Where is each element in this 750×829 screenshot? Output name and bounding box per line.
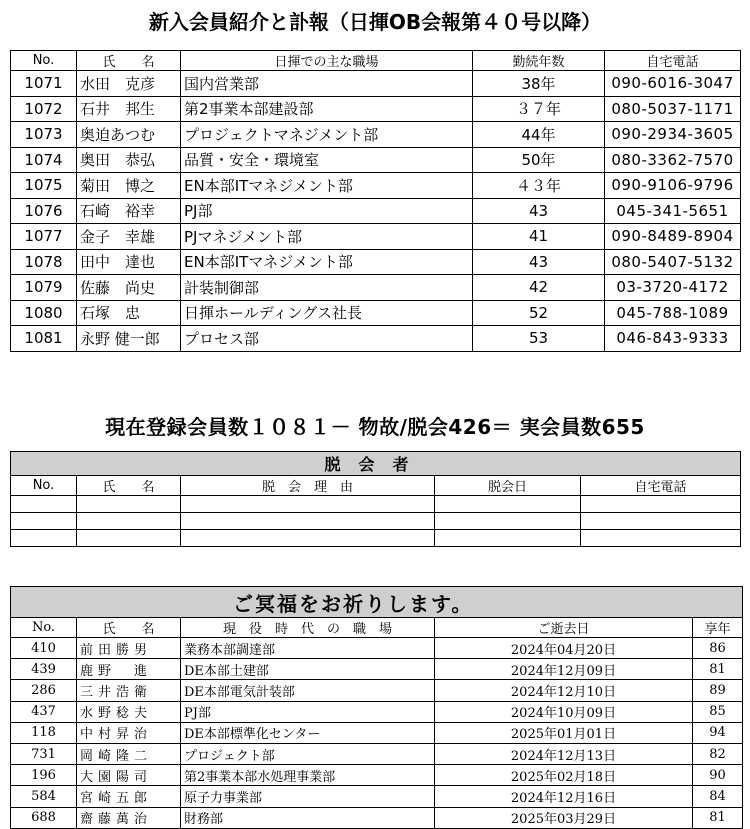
member-years: ３７年 <box>473 96 605 122</box>
table-row <box>11 198 741 224</box>
header-tel: 自宅電話 <box>581 476 741 496</box>
header-date: 脱会日 <box>435 476 581 496</box>
member-tel: 090-6016-3047 <box>605 71 741 97</box>
member-workplace: 計装制御部 <box>181 275 473 301</box>
table-row <box>11 496 741 513</box>
member-years: 50年 <box>473 147 605 173</box>
header-reason: 脱 会 理 由 <box>181 476 435 496</box>
member-workplace: 品質・安全・環境室 <box>181 147 473 173</box>
member-name: 奥迫あつむ <box>77 122 181 148</box>
deceased-no: 439 <box>11 659 77 680</box>
deceased-name: 前田勝男 <box>77 638 181 659</box>
member-workplace: EN本部ITマネジメント部 <box>181 173 473 199</box>
deceased-age: 89 <box>693 680 743 701</box>
new-members-title: 新入会員紹介と訃報（日揮OB会報第４０号以降） <box>148 10 602 34</box>
table-row <box>11 224 741 250</box>
deceased-age: 85 <box>693 701 743 722</box>
member-tel: 045-341-5651 <box>605 198 741 224</box>
member-years: 42 <box>473 275 605 301</box>
member-name: 佐藤 尚史 <box>77 275 181 301</box>
deceased-name: 鹿野 進 <box>77 659 181 680</box>
member-years: ４３年 <box>473 173 605 199</box>
table-header-row <box>11 618 743 638</box>
table-header-row <box>11 476 741 496</box>
table-row <box>11 147 741 173</box>
member-no: 1076 <box>11 198 77 224</box>
table-row <box>11 249 741 275</box>
header-name: 氏 名 <box>77 476 181 496</box>
deceased-date: 2024年12月09日 <box>435 659 693 680</box>
member-tel: 090-2934-3605 <box>605 122 741 148</box>
deceased-name: 岡崎隆二 <box>77 743 181 764</box>
member-workplace: PJマネジメント部 <box>181 224 473 250</box>
deceased-date: 2024年10月09日 <box>435 701 693 722</box>
header-workplace: 現 役 時 代 の 職 場 <box>181 618 435 638</box>
table-row <box>11 786 743 807</box>
member-years: 41 <box>473 224 605 250</box>
deceased-workplace: 業務本部調達部 <box>181 638 435 659</box>
table-row <box>11 743 743 764</box>
table-header-row <box>11 51 741 71</box>
header-no: No. <box>11 618 77 638</box>
withdrawn-title-bar: 脱会者 <box>11 452 741 476</box>
header-workplace: 日揮での主な職場 <box>181 51 473 71</box>
member-no: 1074 <box>11 147 77 173</box>
deceased-date: 2024年04月20日 <box>435 638 693 659</box>
deceased-no: 118 <box>11 722 77 743</box>
deceased-no: 688 <box>11 807 77 828</box>
deceased-name: 三井浩衛 <box>77 680 181 701</box>
member-workplace: 国内営業部 <box>181 71 473 97</box>
deceased-name: 齋藤萬治 <box>77 807 181 828</box>
deceased-age: 94 <box>693 722 743 743</box>
new-members-table <box>10 50 741 352</box>
member-no: 1073 <box>11 122 77 148</box>
deceased-age: 86 <box>693 638 743 659</box>
deceased-workplace: プロジェクト部 <box>181 743 435 764</box>
header-name: 氏 名 <box>77 51 181 71</box>
deceased-age: 90 <box>693 765 743 786</box>
member-no: 1079 <box>11 275 77 301</box>
condolence-table <box>10 586 743 829</box>
deceased-no: 584 <box>11 786 77 807</box>
deceased-date: 2025年03月29日 <box>435 807 693 828</box>
member-name: 石崎 裕幸 <box>77 198 181 224</box>
header-tel: 自宅電話 <box>605 51 741 71</box>
member-workplace: プロセス部 <box>181 326 473 352</box>
member-years: 52 <box>473 300 605 326</box>
member-name: 石塚 忠 <box>77 300 181 326</box>
table-row <box>11 275 741 301</box>
deceased-workplace: DE本部土建部 <box>181 659 435 680</box>
member-workplace: EN本部ITマネジメント部 <box>181 249 473 275</box>
deceased-name: 中村昇治 <box>77 722 181 743</box>
withdrawn-table <box>10 451 741 547</box>
member-workplace: 第2事業本部建設部 <box>181 96 473 122</box>
table-row <box>11 807 743 828</box>
member-years: 43 <box>473 198 605 224</box>
table-row <box>11 71 741 97</box>
member-years: 53 <box>473 326 605 352</box>
deceased-date: 2025年01月01日 <box>435 722 693 743</box>
deceased-date: 2024年12月10日 <box>435 680 693 701</box>
member-name: 水田 克彦 <box>77 71 181 97</box>
deceased-workplace: PJ部 <box>181 701 435 722</box>
table-row <box>11 638 743 659</box>
header-no: No. <box>11 476 77 496</box>
member-no: 1072 <box>11 96 77 122</box>
table-row <box>11 659 743 680</box>
member-no: 1075 <box>11 173 77 199</box>
deceased-workplace: 第2事業本部水処理事業部 <box>181 765 435 786</box>
deceased-workplace: 原子力事業部 <box>181 786 435 807</box>
header-date: ご逝去日 <box>435 618 693 638</box>
deceased-no: 731 <box>11 743 77 764</box>
member-years: 38年 <box>473 71 605 97</box>
deceased-no: 410 <box>11 638 77 659</box>
table-row <box>11 173 741 199</box>
member-workplace: プロジェクトマネジメント部 <box>181 122 473 148</box>
deceased-age: 81 <box>693 659 743 680</box>
table-row <box>11 701 743 722</box>
deceased-age: 82 <box>693 743 743 764</box>
deceased-workplace: DE本部標準化センター <box>181 722 435 743</box>
member-count-line: 現在登録会員数１０８１－ 物故/脱会426＝ 実会員数655 <box>105 415 645 439</box>
member-no: 1071 <box>11 71 77 97</box>
header-age: 享年 <box>693 618 743 638</box>
deceased-no: 196 <box>11 765 77 786</box>
condolence-title-bar: ご冥福をお祈りします。 <box>11 587 743 618</box>
member-tel: 090-8489-8904 <box>605 224 741 250</box>
member-tel: 046-843-9333 <box>605 326 741 352</box>
table-row <box>11 680 743 701</box>
member-no: 1077 <box>11 224 77 250</box>
header-name: 氏 名 <box>77 618 181 638</box>
member-no: 1078 <box>11 249 77 275</box>
deceased-workplace: 財務部 <box>181 807 435 828</box>
table-row <box>11 326 741 352</box>
member-tel: 080-5037-1171 <box>605 96 741 122</box>
deceased-no: 437 <box>11 701 77 722</box>
member-workplace: PJ部 <box>181 198 473 224</box>
table-row <box>11 96 741 122</box>
header-no: No. <box>11 51 77 71</box>
deceased-workplace: DE本部電気計装部 <box>181 680 435 701</box>
table-row <box>11 513 741 530</box>
member-name: 永野 健一郎 <box>77 326 181 352</box>
member-tel: 080-3362-7570 <box>605 147 741 173</box>
member-tel: 080-5407-5132 <box>605 249 741 275</box>
deceased-age: 81 <box>693 807 743 828</box>
member-workplace: 日揮ホールディングス社長 <box>181 300 473 326</box>
deceased-date: 2025年02月18日 <box>435 765 693 786</box>
member-years: 44年 <box>473 122 605 148</box>
table-row <box>11 122 741 148</box>
table-row <box>11 530 741 547</box>
member-tel: 090-9106-9796 <box>605 173 741 199</box>
deceased-date: 2024年12月13日 <box>435 743 693 764</box>
deceased-name: 宮崎五郎 <box>77 786 181 807</box>
deceased-name: 大園陽司 <box>77 765 181 786</box>
table-row <box>11 722 743 743</box>
header-years: 勤続年数 <box>473 51 605 71</box>
member-tel: 045-788-1089 <box>605 300 741 326</box>
deceased-date: 2024年12月16日 <box>435 786 693 807</box>
member-name: 奥田 恭弘 <box>77 147 181 173</box>
member-no: 1081 <box>11 326 77 352</box>
member-name: 菊田 博之 <box>77 173 181 199</box>
member-tel: 03-3720-4172 <box>605 275 741 301</box>
deceased-name: 水野稔夫 <box>77 701 181 722</box>
table-row <box>11 300 741 326</box>
member-name: 金子 幸雄 <box>77 224 181 250</box>
member-no: 1080 <box>11 300 77 326</box>
member-name: 石井 邦生 <box>77 96 181 122</box>
deceased-no: 286 <box>11 680 77 701</box>
table-row <box>11 765 743 786</box>
member-name: 田中 達也 <box>77 249 181 275</box>
member-years: 43 <box>473 249 605 275</box>
deceased-age: 84 <box>693 786 743 807</box>
